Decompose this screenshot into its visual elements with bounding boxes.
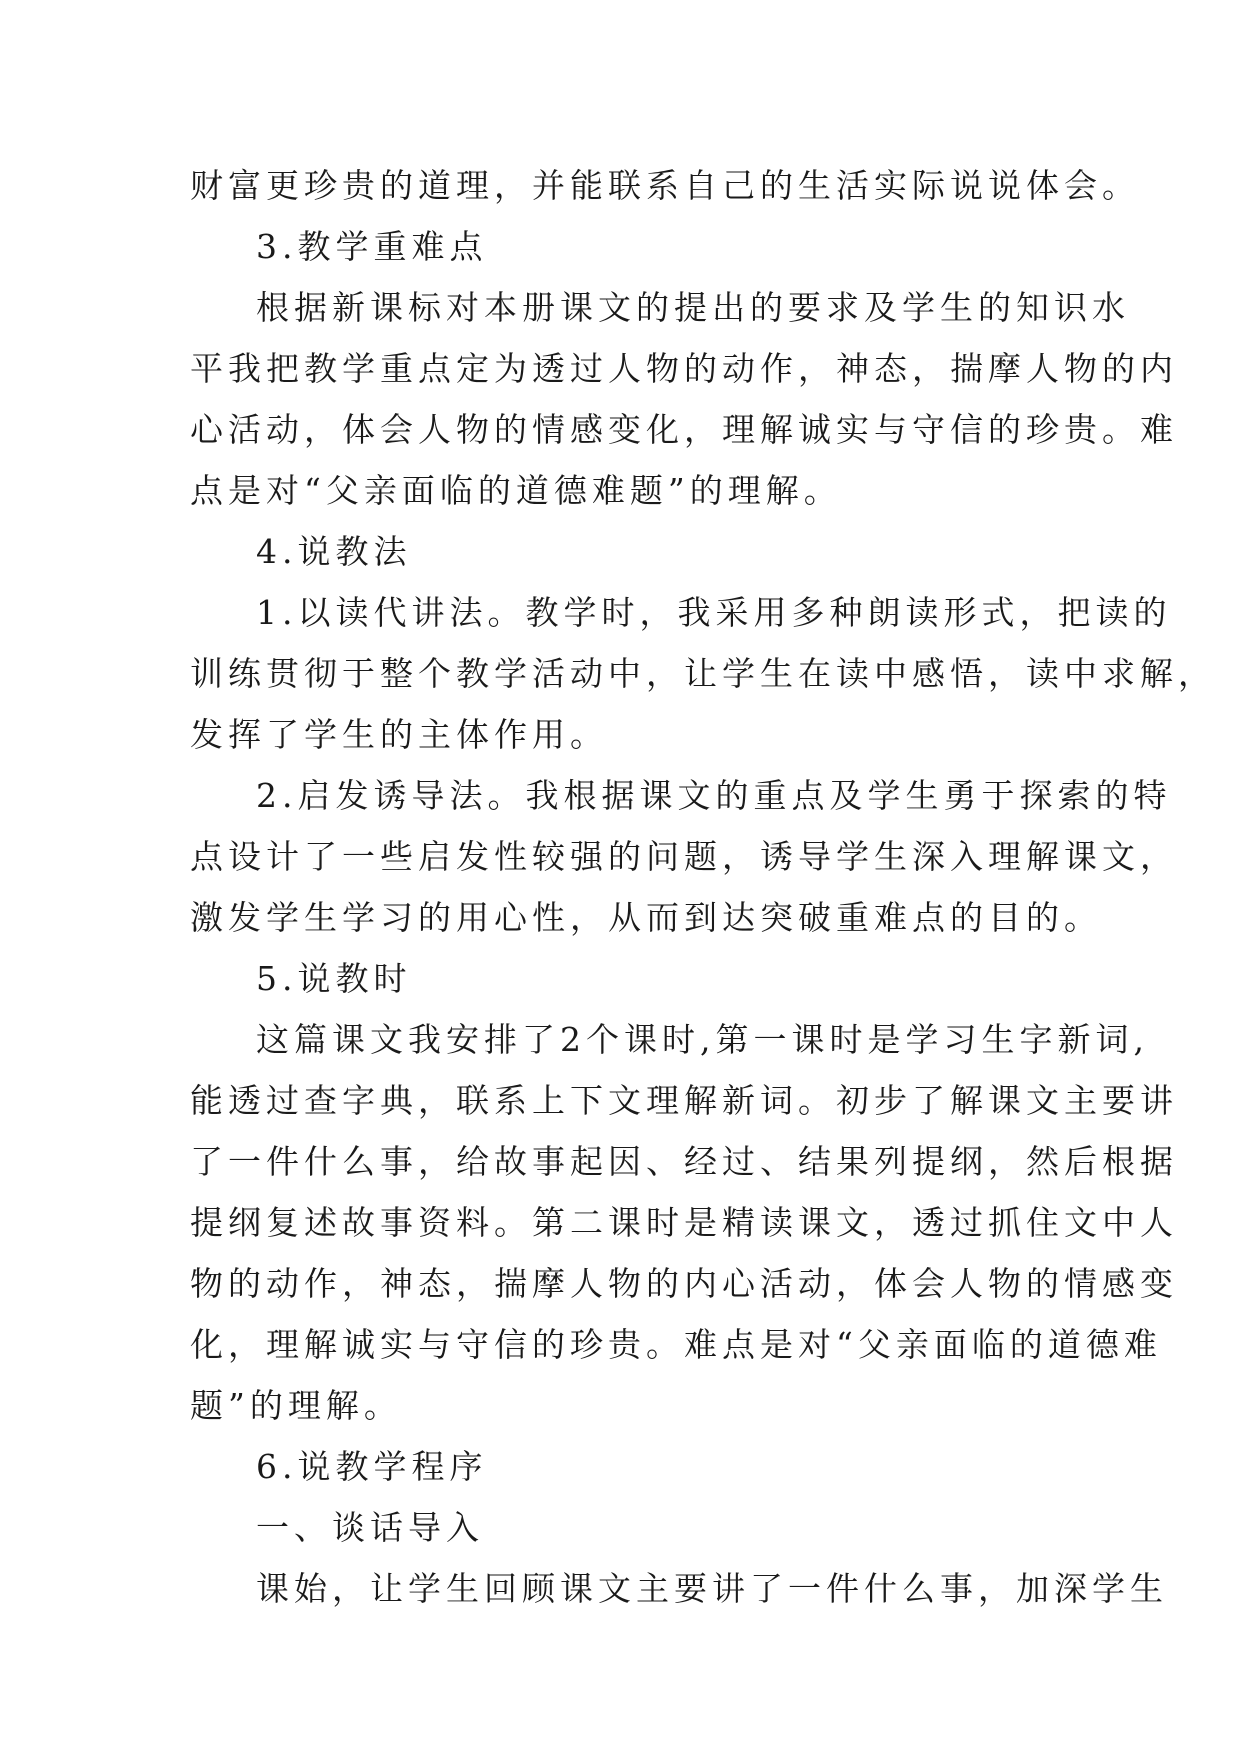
text-line: 点设计了一些启发性较强的问题，诱导学生深入理解课文， (190, 837, 1178, 876)
text-line: 物的动作，神态，揣摩人物的内心活动，体会人物的情感变 (190, 1264, 1178, 1303)
text-line: 课始，让学生回顾课文主要讲了一件什么事，加深学生 (256, 1569, 1168, 1608)
section-heading: 6.说教学程序 (256, 1447, 488, 1486)
text-line: 能透过查字典，联系上下文理解新词。初步了解课文主要讲 (190, 1081, 1178, 1120)
text-line: 化，理解诚实与守信的珍贵。难点是对“父亲面临的道德难 (190, 1325, 1162, 1364)
text-line: 财富更珍贵的道理，并能联系自己的生活实际说说体会。 (190, 166, 1140, 205)
text-line: 根据新课标对本册课文的提出的要求及学生的知识水 (256, 288, 1130, 327)
document-body (190, 155, 1216, 1619)
text-line: 题”的理解。 (190, 1386, 402, 1425)
text-line: 心活动，体会人物的情感变化，理解诚实与守信的珍贵。难 (190, 410, 1178, 449)
text-line: 训练贯彻于整个教学活动中，让学生在读中感悟，读中求解， (190, 654, 1216, 693)
section-heading: 5.说教时 (256, 959, 412, 998)
text-line: 点是对“父亲面临的道德难题”的理解。 (190, 471, 842, 510)
section-heading: 3.教学重难点 (256, 227, 488, 266)
text-line: 了一件什么事，给故事起因、经过、结果列提纲，然后根据 (190, 1142, 1178, 1181)
text-line: 2.启发诱导法。我根据课文的重点及学生勇于探索的特 (256, 776, 1172, 815)
section-heading: 4.说教法 (256, 532, 412, 571)
text-line: 提纲复述故事资料。第二课时是精读课文，透过抓住文中人 (190, 1203, 1178, 1242)
text-line: 激发学生学习的用心性，从而到达突破重难点的目的。 (190, 898, 1102, 937)
text-line: 这篇课文我安排了2个课时,第一课时是学习生字新词, (256, 1020, 1149, 1059)
text-line: 发挥了学生的主体作用。 (190, 715, 608, 754)
text-line: 1.以读代讲法。教学时，我采用多种朗读形式，把读的 (256, 593, 1172, 632)
subsection-heading: 一、谈话导入 (256, 1508, 484, 1547)
text-line: 平我把教学重点定为透过人物的动作，神态，揣摩人物的内 (190, 349, 1178, 388)
